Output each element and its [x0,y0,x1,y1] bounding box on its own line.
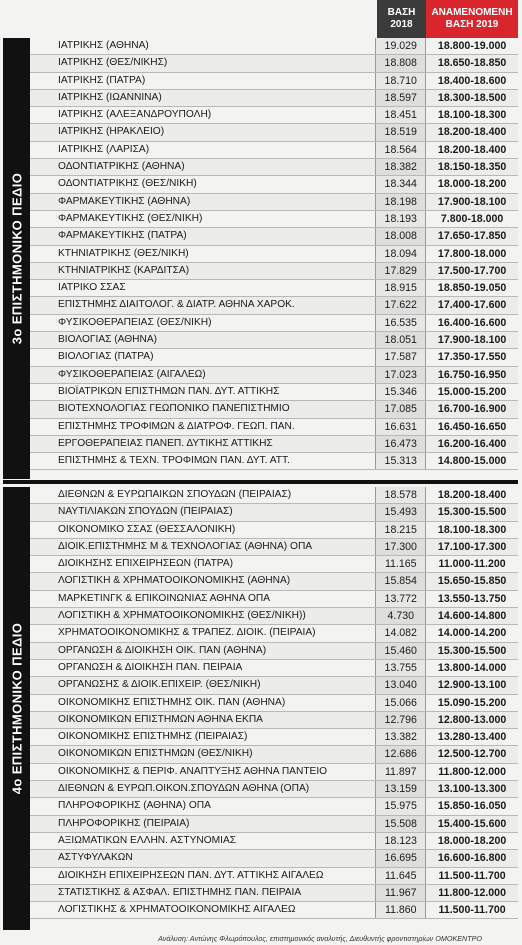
section-label-field-4: 4ο ΕΠΙΣΤΗΜΟΝΙΚΟ ΠΕΔΙΟ [3,487,30,930]
table-row [30,90,518,107]
base-2018-score: 13.772 [376,591,426,607]
program-name: ΕΠΙΣΤΗΜΗΣ ΔΙΑΙΤΟΛΟΓ. & ΔΙΑΤΡ. ΑΘΗΝΑ ΧΑΡΟΚ. [30,297,376,313]
table-row [30,868,518,885]
expected-2019-range: 18.800-19.000 [437,40,507,52]
table-row [30,159,518,176]
base-2018-score: 16.473 [376,436,426,452]
expected-2019-range: 14.600-14.800 [437,610,507,623]
expected-2019-range: 13.550-13.750 [437,592,507,605]
program-name: ΙΑΤΡΙΚΗΣ (ΑΛΕΞΑΝΔΡΟΥΠΟΛΗ) [30,107,376,123]
program-name: ΟΔΟΝΤΙΑΤΡΙΚΗΣ (ΘΕΣ/ΝΙΚΗ) [30,176,376,192]
expected-2019-range: 11.800-12.000 [438,886,506,899]
expected-2019-range: 16.400-16.600 [437,316,507,329]
expected-2019-range: 14.000-14.200 [437,627,507,640]
base-2018-score: 18.915 [376,280,426,296]
table-row [30,38,518,55]
section-divider [3,480,518,484]
program-name: ΔΙΟΙΚΗΣΗΣ ΕΠΙΧΕΙΡΗΣΕΩΝ (ΠΑΤΡΑ) [30,556,376,572]
base-2018-score: 15.460 [376,643,426,659]
expected-2019-range: 13.280-13.400 [437,731,507,744]
table-row [30,315,518,332]
expected-2019-range: 17.650-17.850 [437,230,507,243]
program-name: ΑΣΤΥΦΥΛΑΚΩΝ [30,850,376,866]
base-2018-score: 18.597 [376,90,426,106]
table-row [30,453,518,470]
base-2018-score: 18.578 [376,487,426,503]
table-row [30,781,518,798]
table-row [30,573,518,590]
base-2018-score: 12.686 [376,746,426,762]
program-name: ΟΙΚΟΝΟΜΙΚΟ ΣΣΑΣ (ΘΕΣΣΑΛΟΝΙΚΗ) [30,522,376,538]
base-2018-score: 18.008 [376,228,426,244]
base-2018-score: 17.587 [376,349,426,365]
base-2018-score: 18.123 [376,833,426,849]
base-2018-score: 18.198 [376,194,426,210]
table-row [30,73,518,90]
base-2018-score: 15.975 [376,798,426,814]
base-2018-score: 17.622 [376,297,426,313]
program-name: ΝΑΥΤΙΛΙΑΚΩΝ ΣΠΟΥΔΩΝ (ΠΕΙΡΑΙΑΣ) [30,504,376,520]
expected-2019-range: 15.650-15.850 [437,575,507,588]
program-name: ΔΙΟΙΚ.ΕΠΙΣΤΗΜΗΣ Μ & ΤΕΧΝΟΛΟΓΙΑΣ (ΑΘΗΝΑ) ΟΠΑ [30,539,376,555]
base-2018-score: 18.808 [376,55,426,71]
program-name: ΟΡΓΑΝΩΣΗ & ΔΙΟΙΚΗΣΗ ΠΑΝ. ΠΕΙΡΑΙΑ [30,660,376,676]
base-2018-score: 11.645 [376,868,426,884]
table-row [30,746,518,763]
program-name: ΠΛΗΡΟΦΟΡΙΚΗΣ (ΑΘΗΝΑ) ΟΠΑ [30,798,376,814]
program-name: ΕΠΙΣΤΗΜΗΣ & ΤΕΧΝ. ΤΡΟΦΙΜΩΝ ΠΑΝ. ΔΥΤ. ΑΤΤ. [30,453,376,469]
program-name: ΟΙΚΟΝΟΜΙΚΗΣ ΕΠΙΣΤΗΜΗΣ ΟΙΚ. ΠΑΝ (ΑΘΗΝΑ) [30,695,376,711]
base-2018-score: 18.519 [376,124,426,140]
expected-2019-range: 12.500-12.700 [437,748,507,761]
base-2018-score: 11.897 [376,764,426,780]
expected-2019-range: 16.200-16.400 [437,437,507,450]
table-row [30,764,518,781]
expected-2019-range: 12.800-13.000 [437,713,507,726]
program-name: ΛΟΓΙΣΤΙΚΗ & ΧΡΗΜΑΤΟΟΙΚΟΝΟΜΙΚΗΣ (ΘΕΣ/ΝΙΚΗ)) [30,608,376,624]
expected-2019-range: 18.400-18.600 [437,74,507,87]
program-name: ΑΞΙΩΜΑΤΙΚΩΝ ΕΛΛΗΝ. ΑΣΤΥΝΟΜΙΑΣ [30,833,376,849]
expected-2019-range: 17.100-17.300 [437,540,507,553]
table-row [30,625,518,642]
expected-2019-range: 15.300-15.500 [437,644,507,657]
expected-2019-range: 15.400-15.600 [437,817,507,830]
expected-2019-range: 18.850-19.050 [437,282,507,295]
section-field-3 [30,38,518,470]
expected-2019-range: 17.900-18.100 [437,334,507,347]
base-2018-score: 15.854 [376,573,426,589]
expected-2019-range: 18.100-18.300 [437,109,507,122]
program-name: ΦΑΡΜΑΚΕΥΤΙΚΗΣ (ΘΕΣ/ΝΙΚΗ) [30,211,376,227]
table-row [30,332,518,349]
column-header-expected-2019: ΑΝΑΜΕΝΟΜΕΝΗ ΒΑΣΗ 2019 [426,0,518,38]
table-row [30,591,518,608]
program-name: ΟΔΟΝΤΙΑΤΡΙΚΗΣ (ΑΘΗΝΑ) [30,159,376,175]
base-2018-score: 18.710 [376,73,426,89]
program-name: ΒΙΟΛΟΓΙΑΣ (ΠΑΤΡΑ) [30,349,376,365]
program-name: ΒΙΟΤΕΧΝΟΛΟΓΙΑΣ ΓΕΩΠΟΝΙΚΟ ΠΑΝΕΠΙΣΤΗΜΙΟ [30,401,376,417]
base-2018-score: 13.755 [376,660,426,676]
program-name: ΒΙΟΛΟΓΙΑΣ (ΑΘΗΝΑ) [30,332,376,348]
table-row [30,556,518,573]
base-2018-score: 17.023 [376,367,426,383]
program-name: ΜΑΡΚΕΤΙΝΓΚ & ΕΠΙΚΟΙΝΩΝΙΑΣ ΑΘΗΝΑ ΟΠΑ [30,591,376,607]
program-name: ΦΥΣΙΚΟΘΕΡΑΠΕΙΑΣ (ΑΙΓΑΛΕΩ) [30,367,376,383]
program-name: ΕΡΓΟΘΕΡΑΠΕΙΑΣ ΠΑΝΕΠ. ΔΥΤΙΚΗΣ ΑΤΤΙΚΗΣ [30,436,376,452]
table-row [30,522,518,539]
expected-2019-range: 18.000-18.200 [437,834,507,847]
table-row [30,55,518,72]
base-2018-score: 18.215 [376,522,426,538]
expected-2019-range: 18.650-18.850 [437,57,507,70]
table-row [30,124,518,141]
base-2018-score: 18.193 [376,211,426,227]
program-name: ΙΑΤΡΙΚΗΣ (ΠΑΤΡΑ) [30,73,376,89]
table-row [30,194,518,211]
expected-2019-range: 16.750-16.950 [437,368,507,381]
program-name: ΟΙΚΟΝΟΜΙΚΩΝ ΕΠΙΣΤΗΜΩΝ (ΘΕΣ/ΝΙΚΗ) [30,746,376,762]
expected-2019-range: 17.800-18.000 [437,247,507,260]
table-row [30,885,518,902]
base-2018-score: 19.029 [376,38,426,54]
base-2018-score: 18.564 [376,142,426,158]
table-row [30,695,518,712]
column-header-base-2018: ΒΑΣΗ 2018 [377,0,426,38]
base-2018-score: 12.796 [376,712,426,728]
program-name: ΟΙΚΟΝΟΜΙΚΗΣ ΕΠΙΣΤΗΜΗΣ (ΠΕΙΡΑΙΑΣ) [30,729,376,745]
base-2018-score: 16.535 [376,315,426,331]
program-name: ΦΑΡΜΑΚΕΥΤΙΚΗΣ (ΠΑΤΡΑ) [30,228,376,244]
expected-2019-range: 15.000-15.200 [437,385,507,398]
footer-credit: Ανάλυση: Αντώνης Φλωρόπουλος, επιστημονικός αναλυτής, Διευθυντής φροντιστηρίων ΟΜΟΚΕΝΤΡΟ [158,934,482,943]
expected-2019-range: 15.850-16.050 [437,800,507,813]
expected-2019-range: 13.100-13.300 [437,783,507,796]
program-name: ΦΑΡΜΑΚΕΥΤΙΚΗΣ (ΑΘΗΝΑ) [30,194,376,210]
base-2018-score: 18.094 [376,246,426,262]
table-row [30,211,518,228]
base-2018-score: 15.493 [376,504,426,520]
table-row [30,280,518,297]
table-row [30,677,518,694]
program-name: ΙΑΤΡΙΚΗΣ (ΛΑΡΙΣΑ) [30,142,376,158]
expected-2019-range: 11.500-11.700 [438,869,506,882]
table-row [30,367,518,384]
expected-2019-range: 18.100-18.300 [437,523,507,536]
expected-2019-range: 17.500-17.700 [437,264,507,277]
base-2018-score: 15.346 [376,384,426,400]
table-row [30,297,518,314]
expected-2019-range: 16.450-16.650 [437,420,507,433]
table-row [30,798,518,815]
base-2018-score: 15.066 [376,695,426,711]
program-name: ΙΑΤΡΙΚΟ ΣΣΑΣ [30,280,376,296]
expected-2019-range: 15.300-15.500 [437,506,507,519]
base-2018-score: 11.165 [376,556,426,572]
expected-2019-range: 12.900-13.100 [437,679,507,692]
base-2018-score: 13.382 [376,729,426,745]
table-row [30,833,518,850]
program-name: ΕΠΙΣΤΗΜΗΣ ΤΡΟΦΙΜΩΝ & ΔΙΑΤΡΟΦ. ΓΕΩΠ. ΠΑΝ. [30,419,376,435]
table-row [30,539,518,556]
table-row [30,816,518,833]
program-name: ΟΙΚΟΝΟΜΙΚΗΣ & ΠΕΡΙΦ. ΑΝΑΠΤΥΞΗΣ ΑΘΗΝΑ ΠΑΝΤΕΙΟ [30,764,376,780]
program-name: ΣΤΑΤΙΣΤΙΚΗΣ & ΑΣΦΑΛ. ΕΠΙΣΤΗΜΗΣ ΠΑΝ. ΠΕΙΡΑΙΑ [30,885,376,901]
program-name: ΙΑΤΡΙΚΗΣ (ΑΘΗΝΑ) [30,38,376,54]
base-2018-score: 17.300 [376,539,426,555]
program-name: ΙΑΤΡΙΚΗΣ (ΘΕΣ/ΝΙΚΗΣ) [30,55,376,71]
base-2018-score: 11.860 [376,902,426,918]
expected-2019-range: 18.200-18.400 [437,143,507,156]
program-name: ΔΙΕΘΝΩΝ & ΕΥΡΩΠΑΙΚΩΝ ΣΠΟΥΔΩΝ (ΠΕΙΡΑΙΑΣ) [30,487,376,503]
table-row [30,487,518,504]
expected-2019-range: 11.800-12.000 [438,765,506,778]
base-2018-score: 17.829 [376,263,426,279]
program-name: ΧΡΗΜΑΤΟΟΙΚΟΝΟΜΙΚΗΣ & ΤΡΑΠΕΖ. ΔΙΟΙΚ. (ΠΕΙΡΑΙΑ) [30,625,376,641]
expected-2019-range: 18.150-18.350 [437,161,507,174]
base-2018-score: 13.040 [376,677,426,693]
base-2018-score: 18.051 [376,332,426,348]
program-name: ΟΡΓΑΝΩΣΗ & ΔΙΟΙΚΗΣΗ ΟΙΚ. ΠΑΝ (ΑΘΗΝΑ) [30,643,376,659]
table-row [30,401,518,418]
table-row [30,608,518,625]
expected-2019-range: 7.800-18.000 [440,212,504,225]
table-row [30,142,518,159]
program-name: ΚΤΗΝΙΑΤΡΙΚΗΣ (ΘΕΣ/ΝΙΚΗ) [30,246,376,262]
program-name: ΚΤΗΝΙΑΤΡΙΚΗΣ (ΚΑΡΔΙΤΣΑ) [30,263,376,279]
table-row [30,263,518,280]
expected-2019-range: 14.800-15.000 [437,455,507,468]
expected-2019-range: 18.200-18.400 [437,489,507,501]
section-label-field-3: 3ο ΕΠΙΣΤΗΜΟΝΙΚΟ ΠΕΔΙΟ [3,38,30,479]
table-row [30,850,518,867]
expected-2019-range: 15.090-15.200 [437,696,507,709]
base-2018-score: 13.159 [376,781,426,797]
expected-2019-range: 18.300-18.500 [437,91,507,104]
expected-2019-range: 11.000-11.200 [438,558,506,571]
program-name: ΔΙΕΘΝΩΝ & ΕΥΡΩΠ.ΟΙΚΟΝ.ΣΠΟΥΔΩΝ ΑΘΗΝΑ (ΟΠΑ) [30,781,376,797]
expected-2019-range: 11.500-11.700 [438,904,506,917]
expected-2019-range: 18.200-18.400 [437,126,507,139]
table-row [30,384,518,401]
program-name: ΔΙΟΙΚΗΣΗ ΕΠΙΧΕΙΡΗΣΕΩΝ ΠΑΝ. ΔΥΤ. ΑΤΤΙΚΗΣ ΑΙΓΑΛΕΩ [30,868,376,884]
program-name: ΙΑΤΡΙΚΗΣ (ΗΡΑΚΛΕΙΟ) [30,124,376,140]
program-name: ΟΡΓΑΝΩΣΗΣ & ΔΙΟΙΚ.ΕΠΙΧΕΙΡ. (ΘΕΣ/ΝΙΚΗ) [30,677,376,693]
table-row [30,729,518,746]
expected-2019-range: 18.000-18.200 [437,178,507,191]
section-field-4 [30,487,518,919]
base-2018-score: 15.313 [376,453,426,469]
program-name: ΟΙΚΟΝΟΜΙΚΩΝ ΕΠΙΣΤΗΜΩΝ ΑΘΗΝΑ ΕΚΠΑ [30,712,376,728]
expected-2019-range: 13.800-14.000 [437,661,507,674]
program-name: ΠΛΗΡΟΦΟΡΙΚΗΣ (ΠΕΙΡΑΙΑ) [30,816,376,832]
program-name: ΙΑΤΡΙΚΗΣ (ΙΩΑΝΝΙΝΑ) [30,90,376,106]
base-2018-score: 17.085 [376,401,426,417]
program-name: ΦΥΣΙΚΟΘΕΡΑΠΕΙΑΣ (ΘΕΣ/ΝΙΚΗ) [30,315,376,331]
expected-2019-range: 17.350-17.550 [437,351,507,364]
table-row [30,228,518,245]
program-name: ΛΟΓΙΣΤΙΚΗΣ & ΧΡΗΜΑΤΟΟΙΚΟΝΟΜΙΚΗΣ ΑΙΓΑΛΕΩ [30,902,376,918]
expected-2019-range: 16.700-16.900 [437,403,507,416]
table-row [30,419,518,436]
table-row [30,712,518,729]
table-row [30,660,518,677]
base-2018-score: 11.967 [376,885,426,901]
table-row [30,349,518,366]
base-2018-score: 16.695 [376,850,426,866]
table-row [30,643,518,660]
table-row [30,246,518,263]
table-row [30,107,518,124]
table-row [30,504,518,521]
expected-2019-range: 17.900-18.100 [437,195,507,208]
table-row [30,902,518,919]
base-2018-score: 18.451 [376,107,426,123]
base-2018-score: 15.508 [376,816,426,832]
table-row [30,176,518,193]
base-2018-score: 18.382 [376,159,426,175]
base-2018-score: 16.631 [376,419,426,435]
program-name: ΛΟΓΙΣΤΙΚΗ & ΧΡΗΜΑΤΟΟΙΚΟΝΟΜΙΚΗΣ (ΑΘΗΝΑ) [30,573,376,589]
expected-2019-range: 17.400-17.600 [437,299,507,312]
expected-2019-range: 16.600-16.800 [437,852,507,865]
table-row [30,436,518,453]
base-2018-score: 18.344 [376,176,426,192]
program-name: ΒΙΟΪΑΤΡΙΚΩΝ ΕΠΙΣΤΗΜΩΝ ΠΑΝ. ΔΥΤ. ΑΤΤΙΚΗΣ [30,384,376,400]
base-2018-score: 4.730 [376,608,426,624]
base-2018-score: 14.082 [376,625,426,641]
